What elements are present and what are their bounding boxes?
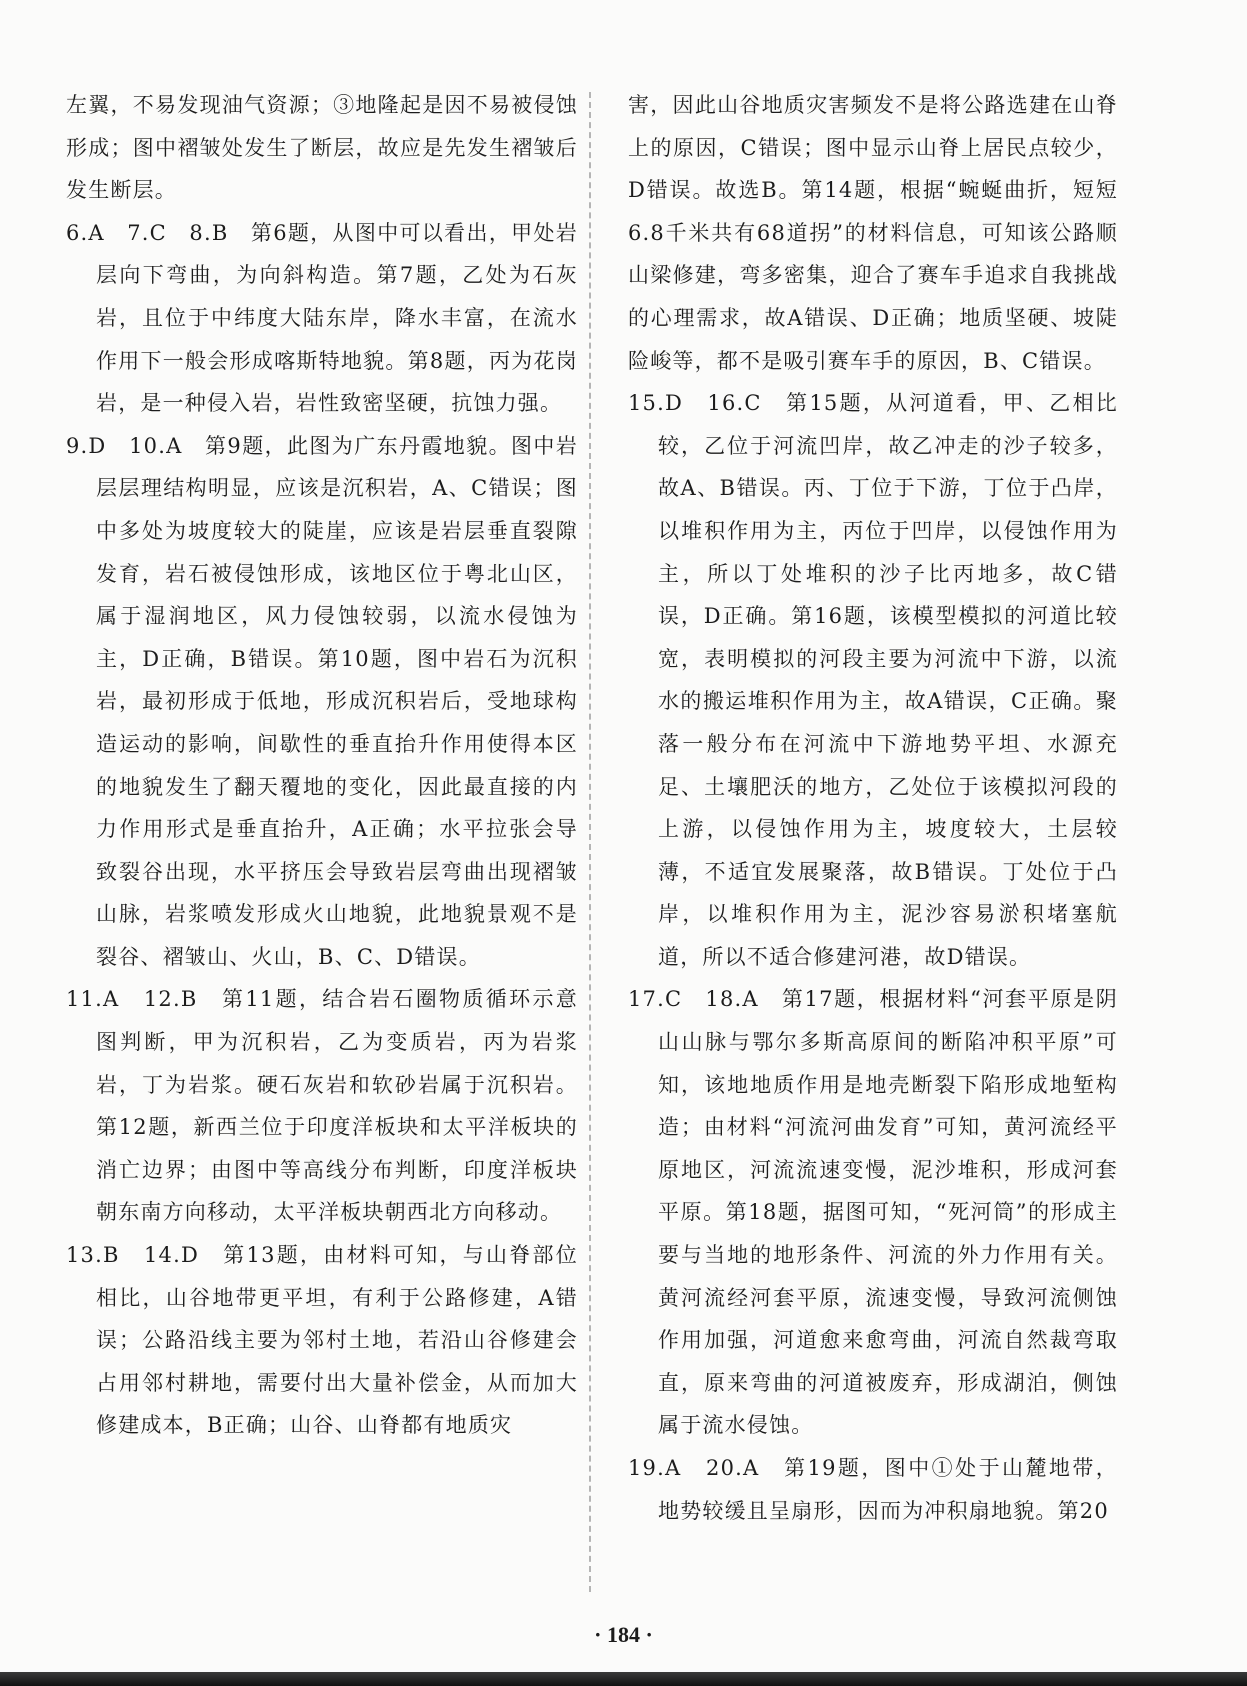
column-divider bbox=[589, 92, 591, 1592]
right-column bbox=[628, 84, 1118, 1532]
left-column bbox=[66, 84, 578, 1447]
scan-edge bbox=[0, 1672, 1247, 1686]
page-number: · 184 · bbox=[594, 1622, 653, 1647]
answer-entry: 害，因此山谷地质灾害频发不是将公路选建在山脊上的原因，C错误；图中显示山脊上居民点较少，D错误。故选B。第14题，根据“蜿蜒曲折，短短6.8千米共有68道拐”的材料信息，可知该公路顺山梁修建，弯多密集，迎合了赛车手追求自我挑战的心理需求，故A错误、D正确；地质坚硬、坡陡险峻等，都不是吸引赛车手的原因，B、C错误。 bbox=[628, 93, 1118, 373]
answer-entry: 左翼，不易发现油气资源；③地隆起是因不易被侵蚀形成；图中褶皱处发生了断层，故应是先发生褶皱后发生断层。 bbox=[66, 93, 578, 203]
answer-entry: 11.A 12.B 第11题，结合岩石圈物质循环示意图判断，甲为沉积岩，乙为变质岩，丙为岩浆岩，丁为岩浆。硬石灰岩和软砂岩属于沉积岩。第12题，新西兰位于印度洋板块和太平洋板块的消亡边界；由图中等高线分布判断，印度洋板块朝东南方向移动，太平洋板块朝西北方向移动。 bbox=[66, 987, 578, 1225]
answer-entry: 15.D 16.C 第15题，从河道看，甲、乙相比较，乙位于河流凹岸，故乙冲走的沙子较多，故A、B错误。丙、丁位于下游，丁位于凸岸，以堆积作用为主，丙位于凹岸，以侵蚀作用为主，所以丁处堆积的沙子比丙地多，故C错误，D正确。第16题，该模型模拟的河道比较宽，表明模拟的河段主要为河流中下游，以流水的搬运堆积作用为主，故A错误，C正确。聚落一般分布在河流中下游地势平坦、水源充足、土壤肥沃的地方，乙处位于该模拟河段的上游，以侵蚀作用为主，坡度较大，土层较薄，不适宜发展聚落，故B错误。丁处位于凸岸，以堆积作用为主，泥沙容易淤积堵塞航道，所以不适合修建河港，故D错误。 bbox=[628, 391, 1118, 969]
answer-entry: 6.A 7.C 8.B 第6题，从图中可以看出，甲处岩层向下弯曲，为向斜构造。第7题，乙处为石灰岩，且位于中纬度大陆东岸，降水丰富，在流水作用下一般会形成喀斯特地貌。第8题，丙为花岗岩，是一种侵入岩，岩性致密坚硬，抗蚀力强。 bbox=[66, 220, 578, 416]
answer-entry: 13.B 14.D 第13题，由材料可知，与山脊部位相比，山谷地带更平坦，有利于公路修建，A错误；公路沿线主要为邻村土地，若沿山谷修建会占用邻村耕地，需要付出大量补偿金，从而加大修建成本，B正确；山谷、山脊都有地质灾 bbox=[66, 1243, 578, 1438]
answer-entry: 17.C 18.A 第17题，根据材料“河套平原是阴山山脉与鄂尔多斯高原间的断陷冲积平原”可知，该地地质作用是地壳断裂下陷形成地堑构造；由材料“河流河曲发育”可知，黄河流经平原地区，河流流速变慢，泥沙堆积，形成河套平原。第18题，据图可知，“死河筒”的形成主要与当地的地形条件、河流的外力作用有关。黄河流经河套平原，流速变慢，导致河流侧蚀作用加强，河道愈来愈弯曲，河流自然裁弯取直，原来弯曲的河道被废弃，形成湖泊，侧蚀属于流水侵蚀。 bbox=[628, 987, 1118, 1438]
answer-entry: 19.A 20.A 第19题，图中①处于山麓地带，地势较缓且呈扇形，因而为冲积扇地貌。第20 bbox=[628, 1456, 1118, 1523]
answer-entry: 9.D 10.A 第9题，此图为广东丹霞地貌。图中岩层层理结构明显，应该是沉积岩，A、C错误；图中多处为坡度较大的陡崖，应该是岩层垂直裂隙发育，岩石被侵蚀形成，该地区位于粤北山区，属于湿润地区，风力侵蚀较弱，以流水侵蚀为主，D正确，B错误。第10题，图中岩石为沉积岩，最初形成于低地，形成沉积岩后，受地球构造运动的影响，间歇性的垂直抬升作用使得本区的地貌发生了翻天覆地的变化，因此最直接的内力作用形式是垂直抬升，A正确；水平拉张会导致裂谷出现，水平挤压会导致岩层弯曲出现褶皱山脉，岩浆喷发形成火山地貌，此地貌景观不是裂谷、褶皱山、火山，B、C、D错误。 bbox=[66, 433, 578, 969]
